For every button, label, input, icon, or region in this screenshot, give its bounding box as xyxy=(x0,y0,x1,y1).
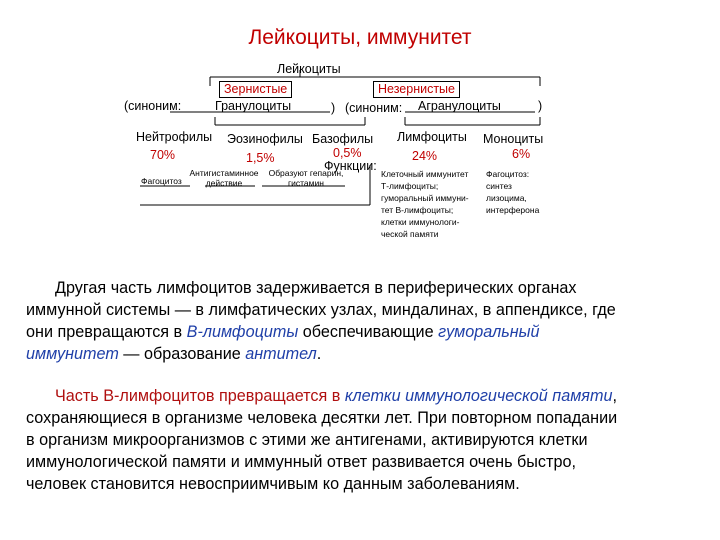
paragraph-1: Другая часть лимфоцитов задерживается в периферических органах иммунной системы — в лимфатических узлах, миндалинах, в аппендиксе, где они превращаются в В-лимфоциты обеспечивающие гуморальный иммунитет — образование антител. xyxy=(26,279,616,363)
percent-monocytes: 6% xyxy=(512,147,531,161)
function-eosinophils: Антигистаминное действие xyxy=(189,168,259,188)
granular-synonym-prefix: (синоним: xyxy=(124,99,182,113)
agranular-box: Незернистые xyxy=(373,81,460,98)
granular-synonym-close: ) xyxy=(331,101,336,115)
cell-lymphocytes: Лимфоциты xyxy=(397,130,467,144)
cell-basophils: Базофилы xyxy=(312,132,374,146)
granular-synonym: Гранулоциты xyxy=(215,99,292,113)
leukocytes-root: Лейкоциты xyxy=(277,62,341,76)
percent-eosinophils: 1,5% xyxy=(246,151,275,165)
functions-label: Функции: xyxy=(324,159,377,173)
cell-eosinophils: Эозинофилы xyxy=(227,132,303,146)
paragraph-2: Часть В-лимфоцитов превращается в клетки иммунологической памяти, сохраняющиеся в организме человека десятки лет. При повторном попадании в организм микроорганизмов с этими же антигенами, активируются клетки иммунологической памяти и иммунный ответ развивается очень быстро, человек становится невосприимчивым ко данным заболеваниям. xyxy=(26,387,618,493)
agranular-synonym: Агранулоциты xyxy=(418,99,501,113)
function-lymphocytes: Клеточный иммунитет Т-лимфоциты; гуморальный иммуни- тет В-лимфоциты; клетки иммунологи- ческой памяти xyxy=(381,169,469,239)
agranular-synonym-prefix: (синоним: xyxy=(345,101,403,115)
percent-basophils: 0,5% xyxy=(333,146,362,160)
cell-monocytes: Моноциты xyxy=(483,132,544,146)
function-basophils: Образуют гепарин, гистамин xyxy=(268,168,344,188)
function-neutrophils: Фагоцитоз xyxy=(141,176,182,186)
page-title: Лейкоциты, иммунитет xyxy=(248,26,472,49)
function-monocytes: Фагоцитоз: синтез лизоцима, интерферона xyxy=(486,169,540,215)
granular-box: Зернистые xyxy=(219,81,292,98)
agranular-synonym-close: ) xyxy=(538,99,543,113)
cell-neutrophils: Нейтрофилы xyxy=(136,130,213,144)
percent-lymphocytes: 24% xyxy=(412,149,438,163)
percent-neutrophils: 70% xyxy=(150,148,176,162)
